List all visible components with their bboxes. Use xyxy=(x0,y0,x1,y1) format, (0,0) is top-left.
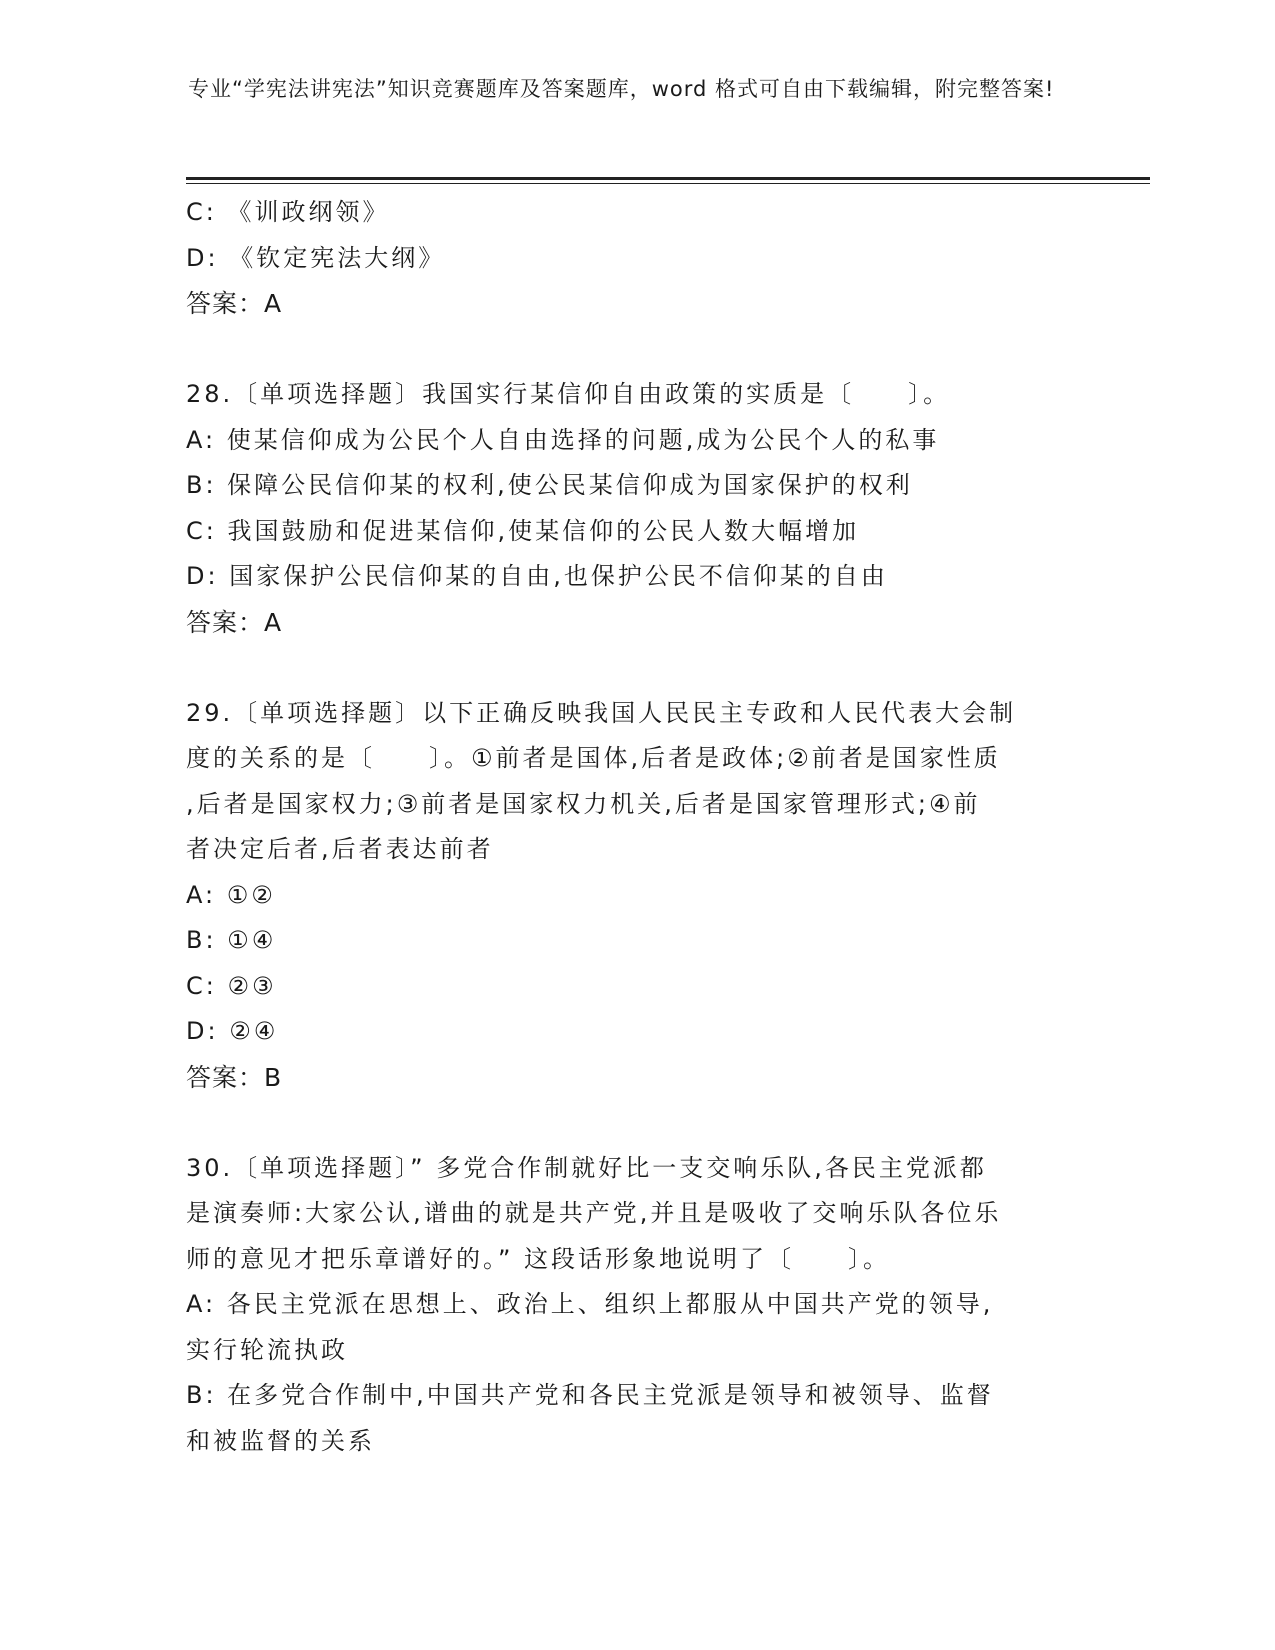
question-line: 28.〔单项选择题〕我国实行某信仰自由政策的实质是〔 〕。 xyxy=(186,380,951,408)
question-line: B: 保障公民信仰某的权利,使公民某信仰成为国家保护的权利 xyxy=(186,471,913,499)
blank-line xyxy=(186,645,1086,691)
question-line: C: ②③ xyxy=(186,971,277,1000)
question-line: D: ②④ xyxy=(186,1017,279,1045)
question-line: 29.〔单项选择题〕以下正确反映我国人民民主专政和人民代表大会制 xyxy=(186,698,1017,727)
question-line: 者决定后者,后者表达前者 xyxy=(186,835,494,863)
question-line: 30.〔单项选择题〕” 多党合作制就好比一支交响乐队,各民主党派都 xyxy=(186,1153,987,1182)
header-divider-thin xyxy=(186,183,1150,184)
question-line: 度的关系的是〔 〕。①前者是国体,后者是政体;②前者是国家性质 xyxy=(186,744,1001,772)
question-line: 和被监督的关系 xyxy=(186,1426,375,1455)
question-line: B: 在多党合作制中,中国共产党和各民主党派是领导和被领导、监督 xyxy=(186,1381,994,1409)
answer-line: 答案：B xyxy=(186,1062,283,1092)
question-line: A: 各民主党派在思想上、政治上、组织上都服从中国共产党的领导, xyxy=(186,1290,994,1318)
question-line: C: 我国鼓励和促进某信仰,使某信仰的公民人数大幅增加 xyxy=(186,516,860,545)
question-line: D: 国家保护公民信仰某的自由,也保护公民不信仰某的自由 xyxy=(186,562,888,590)
question-line: A: 使某信仰成为公民个人自由选择的问题,成为公民个人的私事 xyxy=(186,425,940,454)
question-line: 实行轮流执政 xyxy=(186,1335,348,1364)
question-line: 是演奏师:大家公认,谱曲的就是共产党,并且是吸收了交响乐队各位乐 xyxy=(186,1199,1002,1227)
question-line: ,后者是国家权力;③前者是国家权力机关,后者是国家管理形式;④前 xyxy=(186,789,981,818)
page-header: 专业“学宪法讲宪法”知识竞赛题库及答案题库，word 格式可自由下载编辑，附完整答案! xyxy=(188,77,1055,101)
question-line: 师的意见才把乐章谱好的。” 这段话形象地说明了〔 〕。 xyxy=(186,1244,891,1273)
blank-line xyxy=(186,1100,1086,1146)
blank-line xyxy=(186,327,1086,373)
answer-line: 答案：A xyxy=(186,607,283,637)
question-content xyxy=(186,190,1086,1464)
question-line: B: ①④ xyxy=(186,926,277,954)
question-line: A: ①② xyxy=(186,880,276,909)
header-divider-thick xyxy=(186,177,1150,180)
question-line: D: 《钦定宪法大纲》 xyxy=(186,243,446,272)
question-line: C: 《训政纲领》 xyxy=(186,198,390,226)
answer-line: 答案：A xyxy=(186,289,283,318)
